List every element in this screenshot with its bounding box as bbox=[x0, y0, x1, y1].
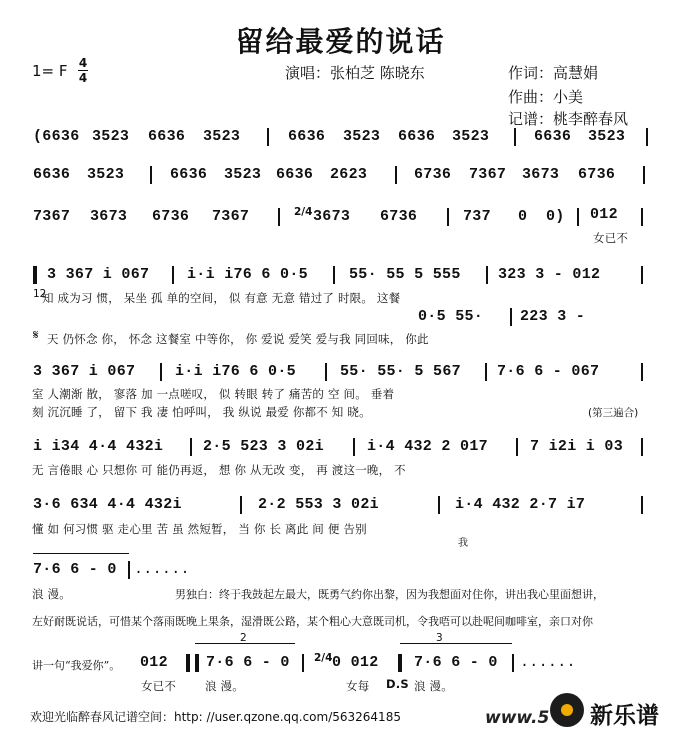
note-group: 0) bbox=[546, 208, 565, 225]
repeat-end bbox=[186, 654, 190, 672]
barline bbox=[512, 654, 514, 672]
lyric: 浪 漫。 bbox=[32, 587, 71, 601]
measure: 7·6 6 - 0 bbox=[33, 561, 117, 578]
measure: 3·6 634 4·4 432i bbox=[33, 496, 182, 513]
key-signature: 1= F bbox=[32, 62, 68, 80]
note-group: 6636 bbox=[276, 166, 314, 183]
measure: i·i i76 6 0·5 bbox=[187, 266, 308, 283]
transcriber: 记谱：桃李醉春风 bbox=[508, 110, 629, 128]
note-group: 3523 bbox=[87, 166, 125, 183]
alt-notes: 223 3 - bbox=[520, 308, 586, 325]
measure: 55· 55 5 555 bbox=[349, 266, 461, 283]
measure: 7·6 6 - 067 bbox=[497, 363, 600, 380]
measure: 0 012 bbox=[332, 654, 379, 671]
barline bbox=[643, 166, 645, 184]
barline bbox=[641, 496, 643, 514]
alt-notes: 0·5 55· bbox=[418, 308, 484, 325]
lyric: 懂 如 何习惯 驱 走心里 苦 虽 然短暂， 当 你 长 离此 间 便 告别 bbox=[32, 522, 367, 536]
measure: 7 i2i i 03 bbox=[530, 438, 624, 455]
meter-change: 2/4 bbox=[294, 206, 313, 218]
note-group: 3673 bbox=[522, 166, 560, 183]
note-group: 3523 bbox=[343, 128, 381, 145]
measure: 2·2 553 3 02i bbox=[258, 496, 379, 513]
repeat-start bbox=[33, 266, 37, 284]
note-group: 737 bbox=[463, 208, 491, 225]
note-group: 3523 bbox=[92, 128, 130, 145]
barline bbox=[353, 438, 355, 456]
barline bbox=[325, 363, 327, 381]
note-group: 6736 bbox=[414, 166, 452, 183]
volta-bracket bbox=[400, 643, 512, 644]
barline bbox=[438, 496, 440, 514]
note-group: 7367 bbox=[469, 166, 507, 183]
note-group: 0 bbox=[518, 208, 528, 225]
footer-text: 欢迎光临醉春风记谱空间：http: //user.qzone.qq.com/563264185 bbox=[30, 710, 401, 724]
barline bbox=[398, 654, 402, 672]
note-group: 3523 bbox=[203, 128, 241, 145]
continuation: ...... bbox=[134, 561, 190, 578]
measure: 7·6 6 - 0 bbox=[414, 654, 498, 671]
barline bbox=[160, 363, 162, 381]
note-group: 6636 bbox=[534, 128, 572, 145]
barline bbox=[646, 128, 648, 146]
singers: 演唱：张柏芝 陈晓东 bbox=[285, 64, 425, 82]
lyric: 女每 bbox=[346, 679, 370, 693]
site-logo: 新乐谱 bbox=[590, 703, 659, 729]
barline bbox=[128, 561, 130, 579]
note-group: 6636 bbox=[170, 166, 208, 183]
note-group: 3523 bbox=[588, 128, 626, 145]
monologue-line: 男独白：终于我鼓起左最大，既勇气约你出黎，因为我想面对住你，讲出我心里面想讲， bbox=[175, 588, 604, 601]
note-group: 2623 bbox=[330, 166, 368, 183]
barline bbox=[267, 128, 269, 146]
measure: 7·6 6 - 0 bbox=[206, 654, 290, 671]
pickup-notes: 012 bbox=[140, 654, 168, 671]
note-group: 7367 bbox=[212, 208, 250, 225]
measure: 2·5 523 3 02i bbox=[203, 438, 324, 455]
note-group: 3523 bbox=[224, 166, 262, 183]
performance-note: (第三遍合) bbox=[588, 407, 639, 419]
barline bbox=[190, 438, 192, 456]
logo-disc-center-icon bbox=[561, 704, 573, 716]
monologue-line: 左好耐既说话，可惜某个落雨既晚上果条，湿滑既公路，某个粗心大意既司机，令我唔可以赴呢间咖啡室，亲口对你 bbox=[32, 615, 593, 628]
volta-number: 3 bbox=[436, 632, 443, 644]
barline bbox=[302, 654, 304, 672]
note-group: 6636 bbox=[148, 128, 186, 145]
barline bbox=[641, 438, 643, 456]
lyric: 女已不 bbox=[593, 231, 629, 245]
barline bbox=[485, 363, 487, 381]
measure: 3 367 i 067 bbox=[47, 266, 150, 283]
barline bbox=[333, 266, 335, 284]
watermark-url: www.5 bbox=[485, 708, 550, 728]
barline bbox=[641, 266, 643, 284]
note-group: 7367 bbox=[33, 208, 71, 225]
measure: 3 367 i 067 bbox=[33, 363, 136, 380]
lyric-alt: 我 bbox=[458, 538, 469, 549]
note-group: 6736 bbox=[380, 208, 418, 225]
volta-number: 2 bbox=[240, 632, 247, 644]
lyric-verse-1: 知 成为习 惯， 呆坐 孤 单的空间， 似 有意 无意 错过了 时限。 这餐 bbox=[42, 291, 401, 305]
barline bbox=[395, 166, 397, 184]
lyric: 浪 漫。 bbox=[205, 679, 244, 693]
note-group: 6636 bbox=[288, 128, 326, 145]
note-group: 012 bbox=[590, 206, 618, 223]
measure: 323 3 - 012 bbox=[498, 266, 601, 283]
barline bbox=[195, 654, 199, 672]
barline bbox=[641, 208, 643, 226]
note-group: 3673 bbox=[313, 208, 351, 225]
slur-line bbox=[33, 553, 129, 554]
barline bbox=[278, 208, 280, 226]
page-title: 留给最爱的说话 bbox=[235, 25, 446, 58]
lyric: 浪 漫。 bbox=[414, 679, 453, 693]
lyricist: 作词：高慧娟 bbox=[508, 64, 599, 82]
monologue-line: 讲一句“我爱你”。 bbox=[32, 659, 121, 672]
lyric: 女已不 bbox=[141, 679, 177, 693]
barline bbox=[150, 166, 152, 184]
barline bbox=[172, 266, 174, 284]
barline bbox=[447, 208, 449, 226]
measure: i·4 432 2·7 i7 bbox=[455, 496, 586, 513]
segno-icon: 𝄋 bbox=[33, 328, 39, 343]
lyric: 无 言倦眼 心 只想你 可 能仍再返， 想 你 从无改 变， 再 渡这一晚， 不 bbox=[32, 463, 406, 477]
barline bbox=[514, 128, 516, 146]
measure: i i34 4·4 432i bbox=[33, 438, 164, 455]
barline bbox=[510, 308, 512, 326]
note-group: 6736 bbox=[578, 166, 616, 183]
measure: i·4 432 2 017 bbox=[367, 438, 488, 455]
ds-mark: D.S bbox=[386, 677, 409, 691]
note-group: 6636 bbox=[398, 128, 436, 145]
barline bbox=[516, 438, 518, 456]
note-group: (6636 bbox=[33, 128, 80, 145]
measure: 55· 55· 5 567 bbox=[340, 363, 461, 380]
measure: i·i i76 6 0·5 bbox=[175, 363, 296, 380]
barline bbox=[486, 266, 488, 284]
note-group: 6636 bbox=[33, 166, 71, 183]
note-group: 3523 bbox=[452, 128, 490, 145]
barline bbox=[240, 496, 242, 514]
barline bbox=[577, 208, 579, 226]
time-signature: 4 4 bbox=[78, 56, 88, 85]
note-group: 3673 bbox=[90, 208, 128, 225]
measure-number: 12 bbox=[33, 288, 47, 300]
lyric-verse-2: 刻 沉沉睡 了， 留下 我 凄 怕呼叫， 我 纵说 最爱 你都不 知 晓。 bbox=[32, 405, 371, 419]
lyric-verse-1: 室 人潮渐 散， 寥落 加 一点嗟叹， 似 转眼 转了 痛苦的 空 间。 垂着 bbox=[32, 387, 395, 401]
barline bbox=[641, 363, 643, 381]
continuation: ...... bbox=[520, 654, 576, 671]
meter-change: 2/4 bbox=[314, 652, 333, 664]
lyric-verse-2: 天 仍怀念 你， 怀念 这餐室 中等你， 你 爱说 爱笑 爱与我 同回味， 你此 bbox=[47, 332, 429, 346]
note-group: 6736 bbox=[152, 208, 190, 225]
composer: 作曲：小美 bbox=[508, 88, 584, 106]
